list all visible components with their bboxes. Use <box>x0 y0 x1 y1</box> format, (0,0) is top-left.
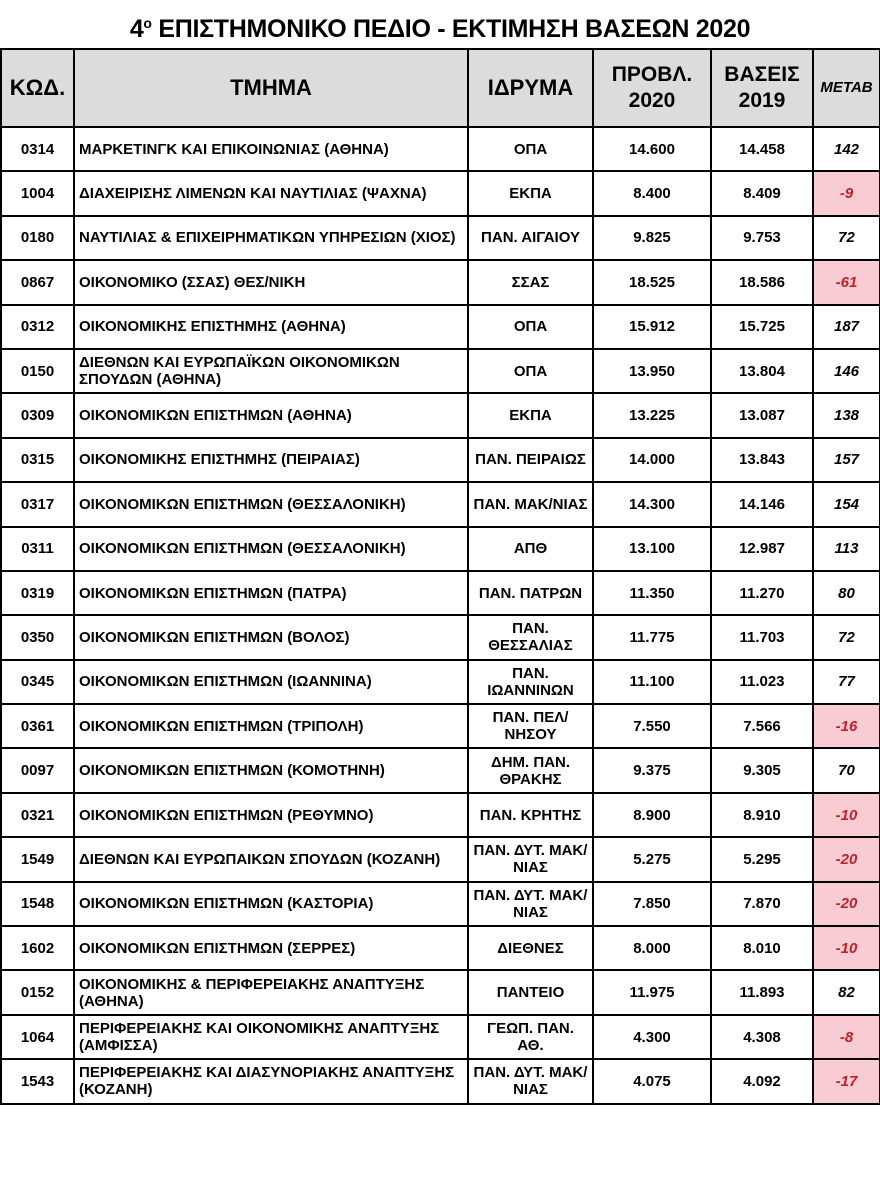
table-row <box>1 127 880 171</box>
row-estimate-2020: 7.850 <box>593 882 711 926</box>
row-change: -61 <box>813 260 880 304</box>
row-estimate-2020: 13.225 <box>593 393 711 437</box>
row-code: 0314 <box>1 127 74 171</box>
row-code: 0312 <box>1 305 74 349</box>
row-base-2019: 14.458 <box>711 127 813 171</box>
row-department: ΟΙΚΟΝΟΜΙΚΩΝ ΕΠΙΣΤΗΜΩΝ (ΒΟΛΟΣ) <box>74 615 468 659</box>
row-institution: ΠΑΝ. ΠΕΙΡΑΙΩΣ <box>468 438 593 482</box>
row-base-2019: 9.305 <box>711 748 813 792</box>
row-code: 0345 <box>1 660 74 704</box>
table-row <box>1 615 880 659</box>
row-institution: ΠΑΝ. ΑΙΓΑΙΟΥ <box>468 216 593 260</box>
row-code: 0311 <box>1 527 74 571</box>
row-institution: ΕΚΠΑ <box>468 171 593 215</box>
row-department: ΟΙΚΟΝΟΜΙΚΩΝ ΕΠΙΣΤΗΜΩΝ (ΚΑΣΤΟΡΙΑ) <box>74 882 468 926</box>
row-institution: ΠΑΝ. ΚΡΗΤΗΣ <box>468 793 593 837</box>
table-row <box>1 748 880 792</box>
row-estimate-2020: 14.600 <box>593 127 711 171</box>
row-estimate-2020: 8.000 <box>593 926 711 970</box>
row-code: 0097 <box>1 748 74 792</box>
header-code: ΚΩΔ. <box>1 49 74 127</box>
row-estimate-2020: 8.400 <box>593 171 711 215</box>
row-change: -10 <box>813 793 880 837</box>
row-code: 0309 <box>1 393 74 437</box>
title-text: ΕΠΙΣΤΗΜΟΝΙΚΟ ΠΕΔΙΟ - ΕΚΤΙΜΗΣΗ ΒΑΣΕΩΝ 2020 <box>151 15 751 43</box>
row-code: 0180 <box>1 216 74 260</box>
row-change: 77 <box>813 660 880 704</box>
row-change: -10 <box>813 926 880 970</box>
row-estimate-2020: 8.900 <box>593 793 711 837</box>
row-estimate-2020: 5.275 <box>593 837 711 881</box>
row-department: ΟΙΚΟΝΟΜΙΚΩΝ ΕΠΙΣΤΗΜΩΝ (ΘΕΣΣΑΛΟΝΙΚΗ) <box>74 482 468 526</box>
title-number: 4 <box>129 15 144 43</box>
table-row <box>1 216 880 260</box>
row-base-2019: 11.270 <box>711 571 813 615</box>
table-row <box>1 438 880 482</box>
table-row <box>1 260 880 304</box>
row-code: 0150 <box>1 349 74 393</box>
row-department: ΠΕΡΙΦΕΡΕΙΑΚΗΣ ΚΑΙ ΔΙΑΣΥΝΟΡΙΑΚΗΣ ΑΝΑΠΤΥΞΗΣ (ΚΟΖΑΝΗ) <box>74 1059 468 1103</box>
table-row <box>1 660 880 704</box>
table-row <box>1 482 880 526</box>
row-change: 146 <box>813 349 880 393</box>
row-estimate-2020: 14.000 <box>593 438 711 482</box>
row-department: ΟΙΚΟΝΟΜΙΚΩΝ ΕΠΙΣΤΗΜΩΝ (ΤΡΙΠΟΛΗ) <box>74 704 468 748</box>
row-change: -8 <box>813 1015 880 1059</box>
row-department: ΠΕΡΙΦΕΡΕΙΑΚΗΣ ΚΑΙ ΟΙΚΟΝΟΜΙΚΗΣ ΑΝΑΠΤΥΞΗΣ (ΑΜΦΙΣΣΑ) <box>74 1015 468 1059</box>
row-change: -9 <box>813 171 880 215</box>
row-change: -17 <box>813 1059 880 1103</box>
row-code: 1064 <box>1 1015 74 1059</box>
header-base-2019 <box>711 49 813 127</box>
table-row <box>1 305 880 349</box>
row-base-2019: 8.910 <box>711 793 813 837</box>
row-institution: ΣΣΑΣ <box>468 260 593 304</box>
row-code: 0152 <box>1 970 74 1014</box>
table-row <box>1 704 880 748</box>
row-code: 0321 <box>1 793 74 837</box>
row-department: ΟΙΚΟΝΟΜΙΚΩΝ ΕΠΙΣΤΗΜΩΝ (ΠΑΤΡΑ) <box>74 571 468 615</box>
row-base-2019: 13.804 <box>711 349 813 393</box>
row-change: 80 <box>813 571 880 615</box>
row-change: 72 <box>813 216 880 260</box>
row-estimate-2020: 11.775 <box>593 615 711 659</box>
row-code: 1548 <box>1 882 74 926</box>
row-change: 138 <box>813 393 880 437</box>
table-row <box>1 349 880 393</box>
row-estimate-2020: 11.975 <box>593 970 711 1014</box>
row-base-2019: 18.586 <box>711 260 813 304</box>
row-base-2019: 5.295 <box>711 837 813 881</box>
row-change: -20 <box>813 837 880 881</box>
row-institution: ΔΙΕΘΝΕΣ <box>468 926 593 970</box>
row-estimate-2020: 11.350 <box>593 571 711 615</box>
row-code: 0361 <box>1 704 74 748</box>
row-change: 154 <box>813 482 880 526</box>
row-institution: ΟΠΑ <box>468 127 593 171</box>
row-code: 0350 <box>1 615 74 659</box>
row-department: ΟΙΚΟΝΟΜΙΚΩΝ ΕΠΙΣΤΗΜΩΝ (ΙΩΑΝΝΙΝΑ) <box>74 660 468 704</box>
table-row <box>1 393 880 437</box>
row-department: ΟΙΚΟΝΟΜΙΚΟ (ΣΣΑΣ) ΘΕΣ/ΝΙΚΗ <box>74 260 468 304</box>
table-row <box>1 970 880 1014</box>
row-estimate-2020: 13.100 <box>593 527 711 571</box>
row-change: 113 <box>813 527 880 571</box>
row-base-2019: 7.566 <box>711 704 813 748</box>
row-estimate-2020: 7.550 <box>593 704 711 748</box>
row-change: -20 <box>813 882 880 926</box>
table-row <box>1 837 880 881</box>
header-row <box>1 49 880 127</box>
row-base-2019: 8.409 <box>711 171 813 215</box>
table-row <box>1 926 880 970</box>
header-department: ΤΜΗΜΑ <box>74 49 468 127</box>
row-base-2019: 13.843 <box>711 438 813 482</box>
row-institution: ΠΑΝ. ΔΥΤ. ΜΑΚ/ΝΙΑΣ <box>468 837 593 881</box>
row-institution: ΟΠΑ <box>468 349 593 393</box>
row-department: ΜΑΡΚΕΤΙΝΓΚ ΚΑΙ ΕΠΙΚΟΙΝΩΝΙΑΣ (ΑΘΗΝΑ) <box>74 127 468 171</box>
table-row <box>1 1059 880 1103</box>
row-base-2019: 9.753 <box>711 216 813 260</box>
row-change: 70 <box>813 748 880 792</box>
row-base-2019: 4.308 <box>711 1015 813 1059</box>
row-department: ΟΙΚΟΝΟΜΙΚΩΝ ΕΠΙΣΤΗΜΩΝ (ΑΘΗΝΑ) <box>74 393 468 437</box>
row-department: ΝΑΥΤΙΛΙΑΣ & ΕΠΙΧΕΙΡΗΜΑΤΙΚΩΝ ΥΠΗΡΕΣΙΩΝ (ΧΙΟΣ) <box>74 216 468 260</box>
row-change: 72 <box>813 615 880 659</box>
row-base-2019: 14.146 <box>711 482 813 526</box>
row-institution: ΠΑΝ. ΔΥΤ. ΜΑΚ/ΝΙΑΣ <box>468 1059 593 1103</box>
row-change: 82 <box>813 970 880 1014</box>
row-estimate-2020: 4.075 <box>593 1059 711 1103</box>
row-institution: ΔΗΜ. ΠΑΝ. ΘΡΑΚΗΣ <box>468 748 593 792</box>
row-estimate-2020: 4.300 <box>593 1015 711 1059</box>
header-estimate-line1: ΠΡΟΒΛ. <box>611 63 693 86</box>
row-base-2019: 7.870 <box>711 882 813 926</box>
table-row <box>1 527 880 571</box>
header-base-line2: 2019 <box>738 89 786 112</box>
row-code: 1602 <box>1 926 74 970</box>
row-department: ΔΙΑΧΕΙΡΙΣΗΣ ΛΙΜΕΝΩΝ ΚΑΙ ΝΑΥΤΙΛΙΑΣ (ΨΑΧΝΑ) <box>74 171 468 215</box>
row-change: 187 <box>813 305 880 349</box>
row-institution: ΑΠΘ <box>468 527 593 571</box>
row-estimate-2020: 9.375 <box>593 748 711 792</box>
row-department: ΟΙΚΟΝΟΜΙΚΗΣ & ΠΕΡΙΦΕΡΕΙΑΚΗΣ ΑΝΑΠΤΥΞΗΣ (ΑΘΗΝΑ) <box>74 970 468 1014</box>
row-department: ΟΙΚΟΝΟΜΙΚΗΣ ΕΠΙΣΤΗΜΗΣ (ΑΘΗΝΑ) <box>74 305 468 349</box>
row-estimate-2020: 11.100 <box>593 660 711 704</box>
row-estimate-2020: 9.825 <box>593 216 711 260</box>
page-title <box>0 0 880 46</box>
row-change: 157 <box>813 438 880 482</box>
row-code: 1549 <box>1 837 74 881</box>
row-institution: ΠΑΝ. ΘΕΣΣΑΛΙΑΣ <box>468 615 593 659</box>
row-code: 1004 <box>1 171 74 215</box>
row-base-2019: 11.893 <box>711 970 813 1014</box>
header-estimate-line2: 2020 <box>628 89 676 112</box>
row-code: 0315 <box>1 438 74 482</box>
row-institution: ΠΑΝ. ΜΑΚ/ΝΙΑΣ <box>468 482 593 526</box>
row-base-2019: 11.703 <box>711 615 813 659</box>
table-row <box>1 1015 880 1059</box>
row-department: ΟΙΚΟΝΟΜΙΚΩΝ ΕΠΙΣΤΗΜΩΝ (ΘΕΣΣΑΛΟΝΙΚΗ) <box>74 527 468 571</box>
row-base-2019: 11.023 <box>711 660 813 704</box>
row-institution: ΠΑΝ. ΠΕΛ/ΝΗΣΟΥ <box>468 704 593 748</box>
row-code: 0319 <box>1 571 74 615</box>
title-ordinal: ο <box>143 15 152 31</box>
row-department: ΟΙΚΟΝΟΜΙΚΩΝ ΕΠΙΣΤΗΜΩΝ (ΡΕΘΥΜΝΟ) <box>74 793 468 837</box>
row-estimate-2020: 14.300 <box>593 482 711 526</box>
row-department: ΔΙΕΘΝΩΝ ΚΑΙ ΕΥΡΩΠΑΪΚΩΝ ΟΙΚΟΝΟΜΙΚΩΝ ΣΠΟΥΔΩΝ (ΑΘΗΝΑ) <box>74 349 468 393</box>
row-department: ΔΙΕΘΝΩΝ ΚΑΙ ΕΥΡΩΠΑΙΚΩΝ ΣΠΟΥΔΩΝ (ΚΟΖΑΝΗ) <box>74 837 468 881</box>
row-department: ΟΙΚΟΝΟΜΙΚΩΝ ΕΠΙΣΤΗΜΩΝ (ΣΕΡΡΕΣ) <box>74 926 468 970</box>
row-estimate-2020: 18.525 <box>593 260 711 304</box>
row-institution: ΕΚΠΑ <box>468 393 593 437</box>
table-row <box>1 882 880 926</box>
row-change: -16 <box>813 704 880 748</box>
row-base-2019: 4.092 <box>711 1059 813 1103</box>
row-code: 0867 <box>1 260 74 304</box>
row-institution: ΟΠΑ <box>468 305 593 349</box>
row-estimate-2020: 13.950 <box>593 349 711 393</box>
row-base-2019: 13.087 <box>711 393 813 437</box>
admissions-table <box>0 48 880 1105</box>
header-estimate-2020 <box>593 49 711 127</box>
row-code: 0317 <box>1 482 74 526</box>
header-institution: ΙΔΡΥΜΑ <box>468 49 593 127</box>
row-department: ΟΙΚΟΝΟΜΙΚΗΣ ΕΠΙΣΤΗΜΗΣ (ΠΕΙΡΑΙΑΣ) <box>74 438 468 482</box>
table-body <box>1 127 880 1104</box>
row-estimate-2020: 15.912 <box>593 305 711 349</box>
row-institution: ΠΑΝΤΕΙΟ <box>468 970 593 1014</box>
table-row <box>1 571 880 615</box>
row-base-2019: 12.987 <box>711 527 813 571</box>
row-institution: ΠΑΝ. ΙΩΑΝΝΙΝΩΝ <box>468 660 593 704</box>
row-change: 142 <box>813 127 880 171</box>
table-row <box>1 171 880 215</box>
row-department: ΟΙΚΟΝΟΜΙΚΩΝ ΕΠΙΣΤΗΜΩΝ (ΚΟΜΟΤΗΝΗ) <box>74 748 468 792</box>
row-institution: ΓΕΩΠ. ΠΑΝ. ΑΘ. <box>468 1015 593 1059</box>
header-change: ΜΕΤΑΒ <box>813 49 880 127</box>
table-row <box>1 793 880 837</box>
row-base-2019: 15.725 <box>711 305 813 349</box>
row-code: 1543 <box>1 1059 74 1103</box>
row-base-2019: 8.010 <box>711 926 813 970</box>
header-base-line1: ΒΑΣΕΙΣ <box>724 63 800 86</box>
row-institution: ΠΑΝ. ΠΑΤΡΩΝ <box>468 571 593 615</box>
row-institution: ΠΑΝ. ΔΥΤ. ΜΑΚ/ΝΙΑΣ <box>468 882 593 926</box>
